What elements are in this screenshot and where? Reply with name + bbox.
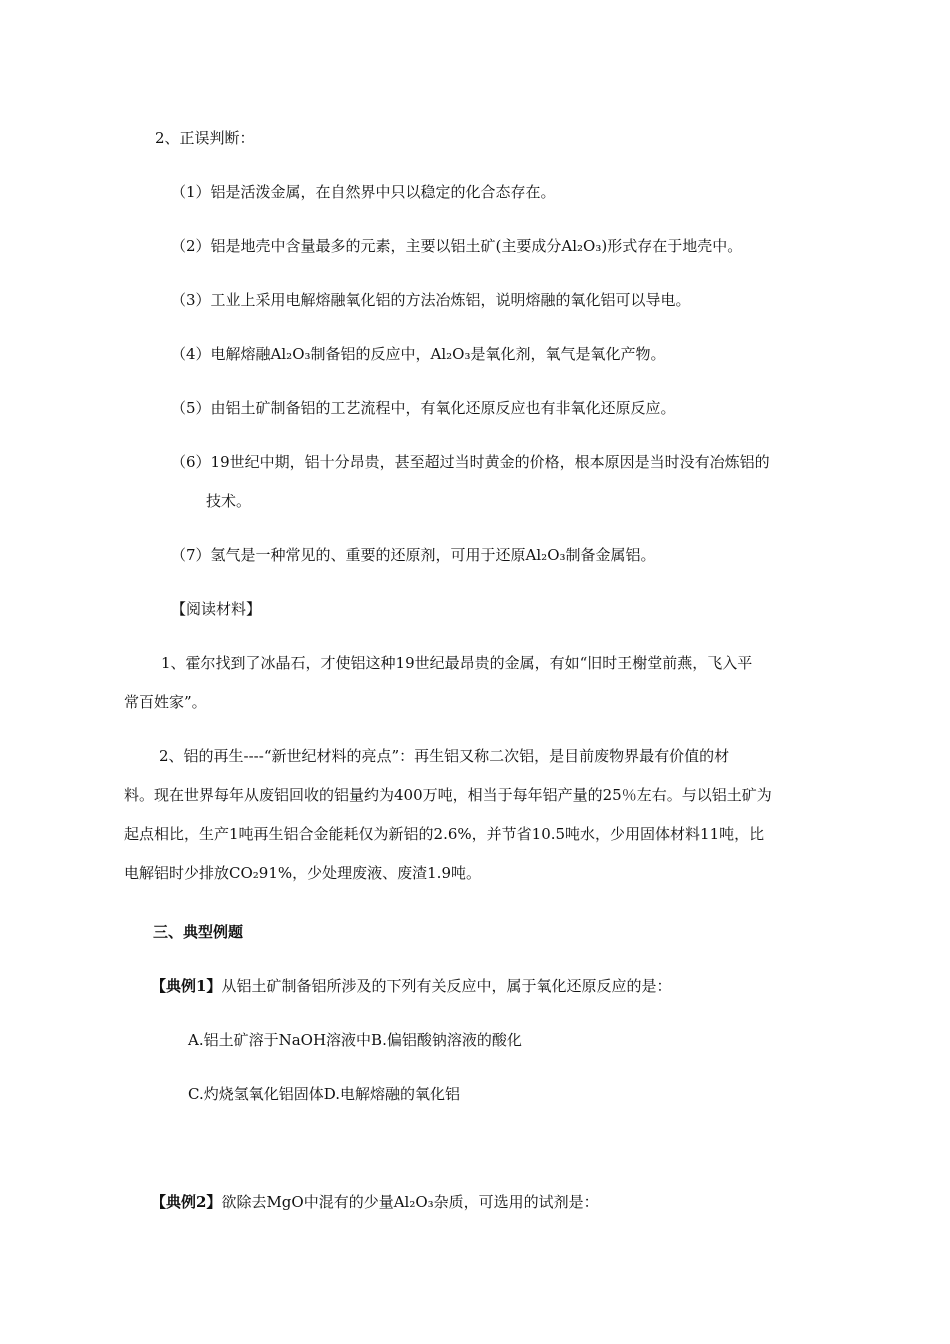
item-5 xyxy=(171,398,676,418)
example1-options-cd: C.灼烧氢氧化铝固体D.电解熔融的氧化铝 xyxy=(188,1085,460,1103)
item-text: 工业上采用电解熔融氧化铝的方法冶炼铝，说明熔融的氧化铝可以导电。 xyxy=(210,291,691,309)
item-number: （7） xyxy=(171,546,211,564)
item-text: 19世纪中期，铝十分昂贵，甚至超过当时黄金的价格，根本原因是当时没有冶炼铝的 xyxy=(210,453,770,471)
item-3 xyxy=(171,290,691,310)
reading-p2-line2: 料。现在世界每年从废铝回收的铝量约为400万吨，相当于每年铝产量的25％左右。与以铝土矿为 xyxy=(124,786,772,804)
example2-question xyxy=(151,1192,599,1212)
example1-text: 从铝土矿制备铝所涉及的下列有关反应中，属于氧化还原反应的是： xyxy=(221,977,672,995)
item-4 xyxy=(171,344,665,364)
reading-p2-line1: 2、铝的再生----“新世纪材料的亮点”：再生铝又称二次铝，是目前废物界最有价值的材 xyxy=(159,747,730,765)
section2-title: 2、正误判断： xyxy=(155,129,255,147)
example1-options-ab: A.铝土矿溶于NaOH溶液中B.偏铝酸钠溶液的酸化 xyxy=(188,1031,522,1049)
example2-text: 欲除去MgO中混有的少量Al₂O₃杂质，可选用的试剂是： xyxy=(221,1193,599,1211)
item-1 xyxy=(171,182,556,202)
reading-p2-line4: 电解铝时少排放CO₂91%，少处理废液、废渣1.9吨。 xyxy=(124,864,481,882)
item-6 xyxy=(171,452,770,472)
item-number: （1） xyxy=(171,183,211,201)
item-text: 铝是活泼金属，在自然界中只以稳定的化合态存在。 xyxy=(210,183,556,201)
section3-title: 三、典型例题 xyxy=(153,923,244,941)
reading-p1-line1 xyxy=(161,653,836,673)
reading-p1-text: 1、霍尔找到了冰晶石，才使铝这种19世纪最昂贵的金属，有如“旧时王榭堂前燕，飞入平 xyxy=(161,654,753,672)
item-number: （2） xyxy=(171,237,211,255)
item-7 xyxy=(171,545,656,565)
item-number: （6） xyxy=(171,453,211,471)
item-text: 电解熔融Al₂O₃制备铝的反应中，Al₂O₃是氧化剂，氧气是氧化产物。 xyxy=(210,345,666,363)
reading-p1-line2: 常百姓家”。 xyxy=(124,693,207,711)
item-number: （5） xyxy=(171,399,211,417)
item-number: （3） xyxy=(171,291,211,309)
item-number: （4） xyxy=(171,345,211,363)
reading-title: 【阅读材料】 xyxy=(171,600,262,618)
example1-question xyxy=(151,976,671,996)
item-text: 由铝土矿制备铝的工艺流程中，有氧化还原反应也有非氧化还原反应。 xyxy=(210,399,676,417)
reading-p2-line3: 起点相比，生产1吨再生铝合金能耗仅为新铝的2.6%，并节省10.5吨水，少用固体材料11吨，比 xyxy=(124,825,765,843)
example2-tag: 【典例2】 xyxy=(151,1193,222,1211)
item-text: 铝是地壳中含量最多的元素，主要以铝土矿(主要成分Al₂O₃)形式存在于地壳中。 xyxy=(210,237,743,255)
item-text: 氢气是一种常见的、重要的还原剂，可用于还原Al₂O₃制备金属铝。 xyxy=(210,546,656,564)
example1-tag: 【典例1】 xyxy=(151,977,222,995)
item-2 xyxy=(171,236,742,256)
item-6-continuation: 技术。 xyxy=(206,492,252,510)
